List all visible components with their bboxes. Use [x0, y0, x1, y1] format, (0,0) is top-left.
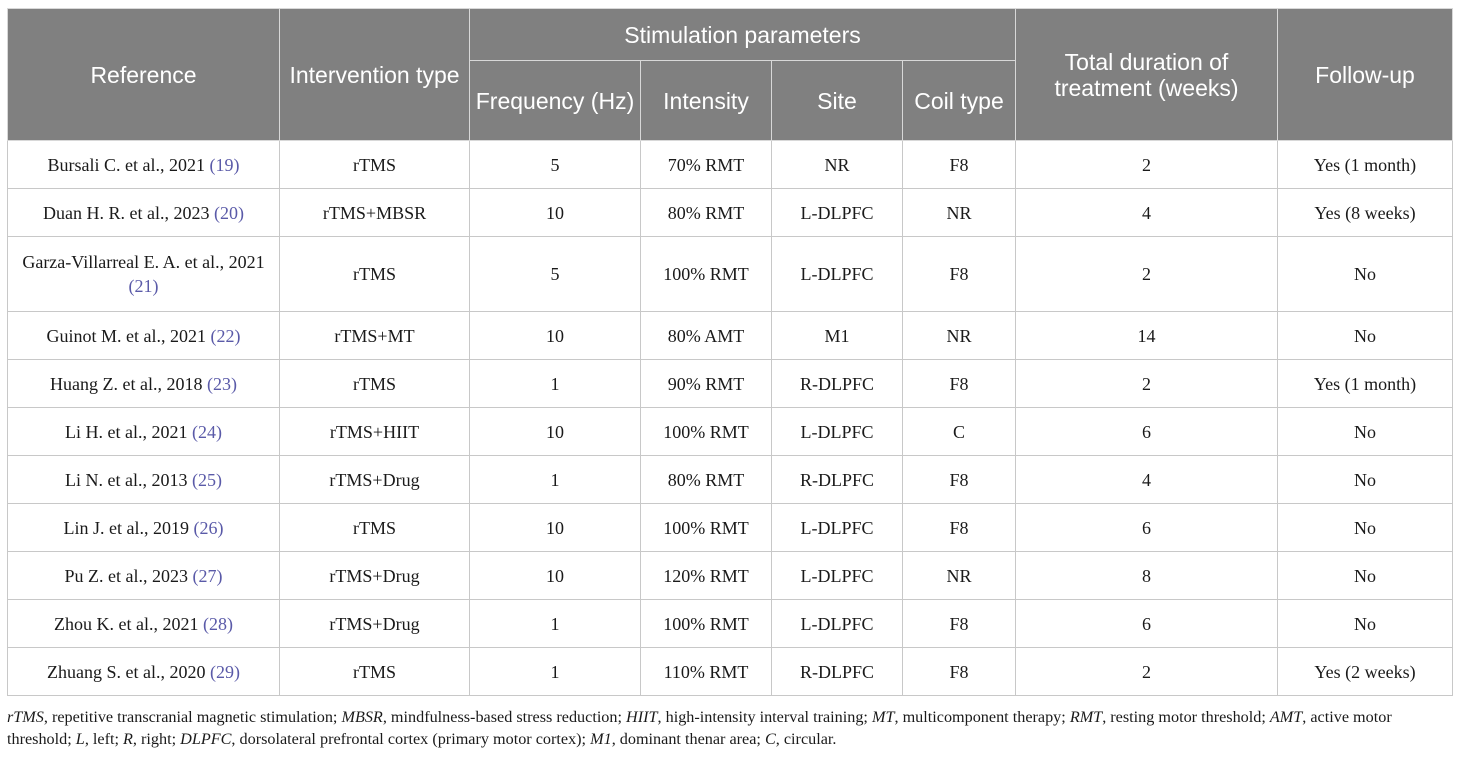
cell-frequency: 1: [470, 360, 641, 408]
footnote-definition: , active motor threshold;: [7, 708, 1392, 748]
cell-intervention: rTMS+MT: [280, 312, 470, 360]
cell-followup: No: [1278, 552, 1453, 600]
header-reference: Reference: [8, 9, 280, 141]
citation-link[interactable]: (28): [202, 613, 233, 634]
footnote-definition: , right;: [132, 730, 181, 748]
citation-link[interactable]: (29): [209, 661, 240, 682]
cell-duration: 2: [1016, 237, 1278, 312]
cell-followup: No: [1278, 600, 1453, 648]
cell-intensity: 90% RMT: [641, 360, 772, 408]
footnote-abbreviation: C: [764, 730, 776, 748]
footnote-definition: , high-intensity interval training;: [657, 708, 872, 726]
citation-link[interactable]: (27): [192, 565, 223, 586]
footnote-abbreviation: MBSR: [341, 708, 383, 726]
cell-reference: [8, 552, 280, 600]
table-body: [8, 141, 1453, 696]
footnote-definition: , resting motor threshold;: [1102, 708, 1270, 726]
header-total-duration: Total duration of treatment (weeks): [1016, 9, 1278, 141]
cell-intervention: rTMS+Drug: [280, 552, 470, 600]
citation-link[interactable]: (25): [191, 469, 222, 490]
header-frequency: Frequency (Hz): [470, 61, 641, 141]
table-row: [8, 189, 1453, 237]
reference-text: Guinot M. et al., 2021: [46, 325, 211, 346]
cell-duration: 2: [1016, 360, 1278, 408]
cell-frequency: 1: [470, 456, 641, 504]
cell-frequency: 10: [470, 408, 641, 456]
footnote-abbreviation: AMT: [1269, 708, 1303, 726]
reference-text: Pu Z. et al., 2023: [64, 565, 193, 586]
cell-intervention: rTMS+Drug: [280, 600, 470, 648]
cell-site: L-DLPFC: [772, 408, 903, 456]
citation-link[interactable]: (23): [206, 373, 237, 394]
footnote-definition: , circular.: [775, 730, 837, 748]
cell-duration: 6: [1016, 600, 1278, 648]
cell-intervention: rTMS: [280, 141, 470, 189]
table-row: [8, 504, 1453, 552]
footnote-abbreviation: L: [75, 730, 85, 748]
footnote-definition: , repetitive transcranial magnetic stimulation;: [43, 708, 342, 726]
cell-intervention: rTMS: [280, 504, 470, 552]
citation-link[interactable]: (21): [128, 276, 159, 296]
cell-intensity: 80% AMT: [641, 312, 772, 360]
cell-reference: [8, 600, 280, 648]
cell-intervention: rTMS: [280, 360, 470, 408]
cell-duration: 4: [1016, 456, 1278, 504]
cell-reference: [8, 408, 280, 456]
table-row: [8, 552, 1453, 600]
cell-coil: F8: [903, 648, 1016, 696]
cell-coil: F8: [903, 237, 1016, 312]
table-row: [8, 648, 1453, 696]
cell-frequency: 1: [470, 600, 641, 648]
cell-reference: [8, 237, 280, 312]
cell-intervention: rTMS+MBSR: [280, 189, 470, 237]
reference-text: Li N. et al., 2013: [65, 469, 192, 490]
cell-reference: [8, 648, 280, 696]
cell-coil: F8: [903, 141, 1016, 189]
cell-frequency: 5: [470, 141, 641, 189]
table-container: [7, 8, 1452, 696]
footnote-abbreviation: M1: [590, 730, 612, 748]
cell-site: L-DLPFC: [772, 552, 903, 600]
table-row: [8, 360, 1453, 408]
footnote-abbreviation: HIIT: [626, 708, 658, 726]
cell-coil: NR: [903, 189, 1016, 237]
table-row: [8, 456, 1453, 504]
reference-text: Huang Z. et al., 2018: [50, 373, 207, 394]
cell-frequency: 1: [470, 648, 641, 696]
citation-link[interactable]: (22): [210, 325, 241, 346]
citation-link[interactable]: (19): [209, 154, 240, 175]
table-row: [8, 312, 1453, 360]
cell-intervention: rTMS: [280, 648, 470, 696]
cell-intervention: rTMS+HIIT: [280, 408, 470, 456]
cell-frequency: 10: [470, 189, 641, 237]
footnote-abbreviation: RMT: [1069, 708, 1103, 726]
cell-site: L-DLPFC: [772, 189, 903, 237]
cell-duration: 2: [1016, 648, 1278, 696]
cell-site: NR: [772, 141, 903, 189]
cell-coil: NR: [903, 312, 1016, 360]
cell-site: R-DLPFC: [772, 648, 903, 696]
cell-intensity: 100% RMT: [641, 408, 772, 456]
cell-intensity: 80% RMT: [641, 456, 772, 504]
cell-site: L-DLPFC: [772, 237, 903, 312]
cell-reference: [8, 360, 280, 408]
table-row: [8, 408, 1453, 456]
cell-reference: [8, 456, 280, 504]
footnote-abbreviation: rTMS: [7, 708, 44, 726]
table-header: [8, 9, 1453, 141]
cell-duration: 6: [1016, 408, 1278, 456]
cell-followup: No: [1278, 312, 1453, 360]
cell-intensity: 120% RMT: [641, 552, 772, 600]
footnote-definition: , mindfulness-based stress reduction;: [382, 708, 627, 726]
reference-text: Zhou K. et al., 2021: [54, 613, 203, 634]
cell-reference: [8, 189, 280, 237]
cell-coil: F8: [903, 504, 1016, 552]
table-footnote: [7, 706, 1455, 750]
reference-text: Zhuang S. et al., 2020: [47, 661, 210, 682]
cell-coil: F8: [903, 360, 1016, 408]
cell-frequency: 10: [470, 504, 641, 552]
reference-text: Li H. et al., 2021: [65, 421, 192, 442]
cell-intensity: 80% RMT: [641, 189, 772, 237]
cell-site: L-DLPFC: [772, 600, 903, 648]
reference-text: Garza-Villarreal E. A. et al., 2021: [22, 252, 265, 272]
footnote-definition: , left;: [84, 730, 124, 748]
cell-duration: 2: [1016, 141, 1278, 189]
footnote-definition: , multicomponent therapy;: [894, 708, 1070, 726]
cell-duration: 14: [1016, 312, 1278, 360]
cell-site: M1: [772, 312, 903, 360]
citation-link[interactable]: (20): [213, 202, 244, 223]
cell-intensity: 100% RMT: [641, 237, 772, 312]
cell-intensity: 100% RMT: [641, 504, 772, 552]
cell-duration: 8: [1016, 552, 1278, 600]
rtms-studies-table: [7, 8, 1453, 696]
citation-link[interactable]: (24): [191, 421, 222, 442]
footnote-abbreviation: R: [123, 730, 133, 748]
header-site: Site: [772, 61, 903, 141]
cell-reference: [8, 141, 280, 189]
cell-intensity: 100% RMT: [641, 600, 772, 648]
cell-site: R-DLPFC: [772, 360, 903, 408]
cell-duration: 4: [1016, 189, 1278, 237]
footnote-definition: , dorsolateral prefrontal cortex (primary motor cortex);: [231, 730, 591, 748]
header-stimulation-parameters: Stimulation parameters: [470, 9, 1016, 61]
cell-followup: Yes (2 weeks): [1278, 648, 1453, 696]
cell-frequency: 10: [470, 312, 641, 360]
cell-frequency: 5: [470, 237, 641, 312]
cell-followup: No: [1278, 408, 1453, 456]
header-intensity: Intensity: [641, 61, 772, 141]
cell-duration: 6: [1016, 504, 1278, 552]
table-row: [8, 141, 1453, 189]
cell-followup: Yes (1 month): [1278, 141, 1453, 189]
cell-followup: Yes (1 month): [1278, 360, 1453, 408]
footnote-abbreviation: DLPFC: [180, 730, 232, 748]
header-coil-type: Coil type: [903, 61, 1016, 141]
cell-coil: C: [903, 408, 1016, 456]
reference-text: Bursali C. et al., 2021: [47, 154, 210, 175]
cell-intervention: rTMS: [280, 237, 470, 312]
cell-followup: No: [1278, 456, 1453, 504]
cell-intervention: rTMS+Drug: [280, 456, 470, 504]
table-row: [8, 600, 1453, 648]
header-follow-up: Follow-up: [1278, 9, 1453, 141]
cell-followup: No: [1278, 237, 1453, 312]
cell-intensity: 70% RMT: [641, 141, 772, 189]
cell-site: L-DLPFC: [772, 504, 903, 552]
cell-followup: No: [1278, 504, 1453, 552]
cell-followup: Yes (8 weeks): [1278, 189, 1453, 237]
cell-reference: [8, 504, 280, 552]
cell-coil: F8: [903, 456, 1016, 504]
header-intervention-type: Intervention type: [280, 9, 470, 141]
cell-reference: [8, 312, 280, 360]
cell-intensity: 110% RMT: [641, 648, 772, 696]
table-row: [8, 237, 1453, 312]
footnote-definition: , dominant thenar area;: [611, 730, 765, 748]
reference-text: Duan H. R. et al., 2023: [43, 202, 214, 223]
footnote-abbreviation: MT: [871, 708, 895, 726]
cell-coil: NR: [903, 552, 1016, 600]
cell-site: R-DLPFC: [772, 456, 903, 504]
cell-frequency: 10: [470, 552, 641, 600]
reference-text: Lin J. et al., 2019: [63, 517, 194, 538]
citation-link[interactable]: (26): [193, 517, 224, 538]
cell-coil: F8: [903, 600, 1016, 648]
